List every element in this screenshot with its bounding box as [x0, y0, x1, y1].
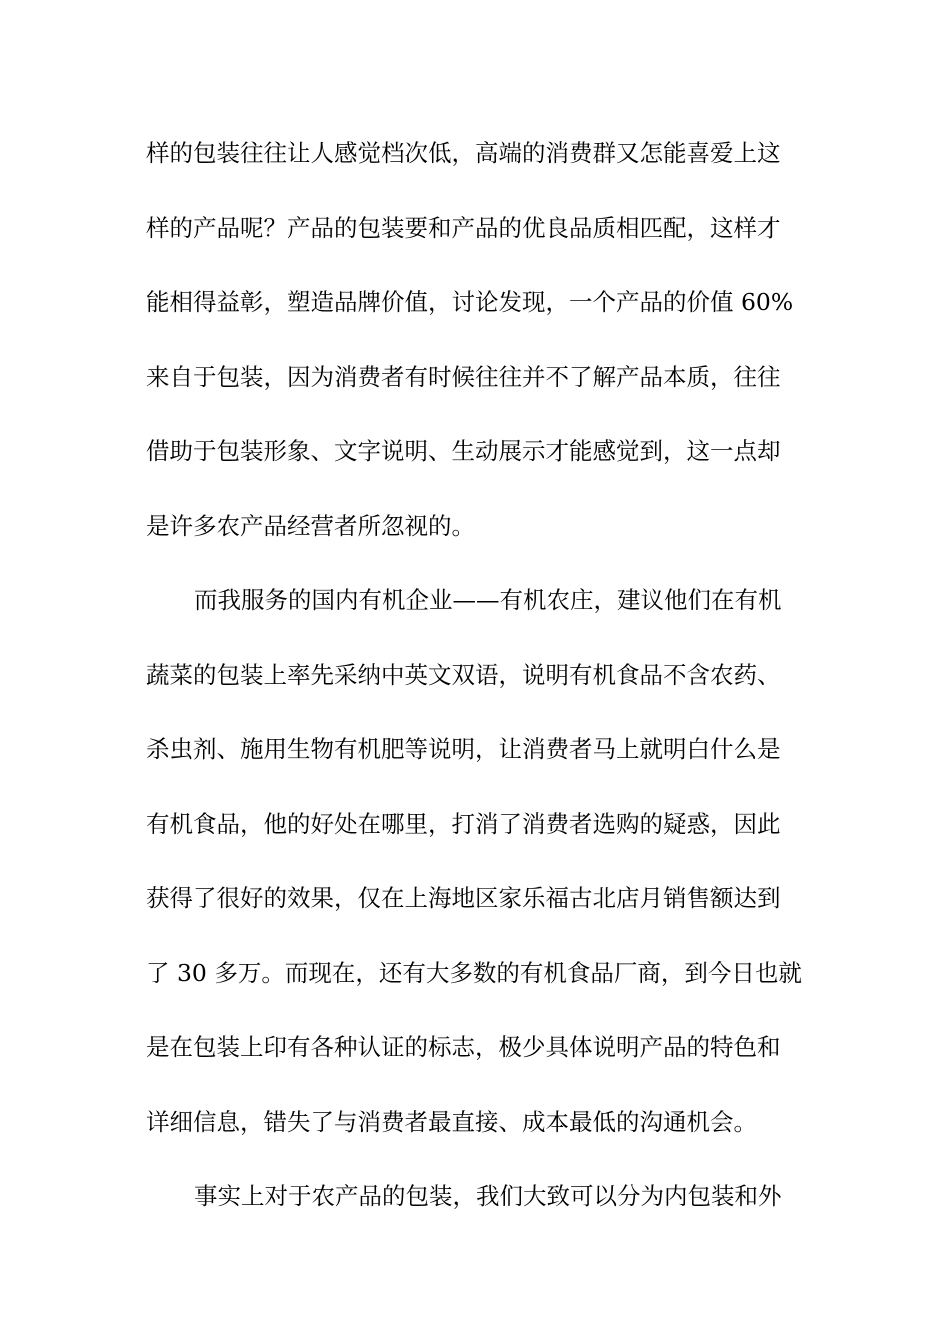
text-line: 样的包装往往让人感觉档次低，高端的消费群又怎能喜爱上这 [146, 139, 781, 167]
text-line: 了 30 多万。而现在，还有大多数的有机食品厂商，到今日也就 [146, 958, 802, 987]
text-line: 能相得益彰，塑造品牌价值，讨论发现，一个产品的价值 60% [146, 288, 794, 316]
text-line: 详细信息，错失了与消费者最直接、成本最低的沟通机会。 [146, 1107, 757, 1136]
paragraph-first-line: 事实上对于农产品的包装，我们大致可以分为内包装和外 [194, 1182, 782, 1210]
text-line: 获得了很好的效果，仅在上海地区家乐福古北店月销售额达到 [146, 884, 781, 912]
text-line: 借助于包装形象、文字说明、生动展示才能感觉到，这一点却 [146, 437, 781, 465]
text-line: 是在包装上印有各种认证的标志，极少具体说明产品的特色和 [146, 1033, 781, 1061]
text-line: 是许多农产品经营者所忽视的。 [146, 511, 475, 540]
text-line: 杀虫剂、施用生物有机肥等说明，让消费者马上就明白什么是 [146, 735, 781, 763]
text-line: 样的产品呢？产品的包装要和产品的优良品质相匹配，这样才 [146, 213, 781, 242]
text-line: 有机食品，他的好处在哪里，打消了消费者选购的疑惑，因此 [146, 809, 781, 838]
text-line: 蔬菜的包装上率先采纳中英文双语，说明有机食品不含农药、 [146, 660, 781, 689]
document-body [146, 131, 810, 1249]
text-line: 来自于包装，因为消费者有时候往往并不了解产品本质，往往 [146, 362, 781, 391]
paragraph-first-line: 而我服务的国内有机企业——有机农庄，建议他们在有机 [194, 586, 782, 614]
